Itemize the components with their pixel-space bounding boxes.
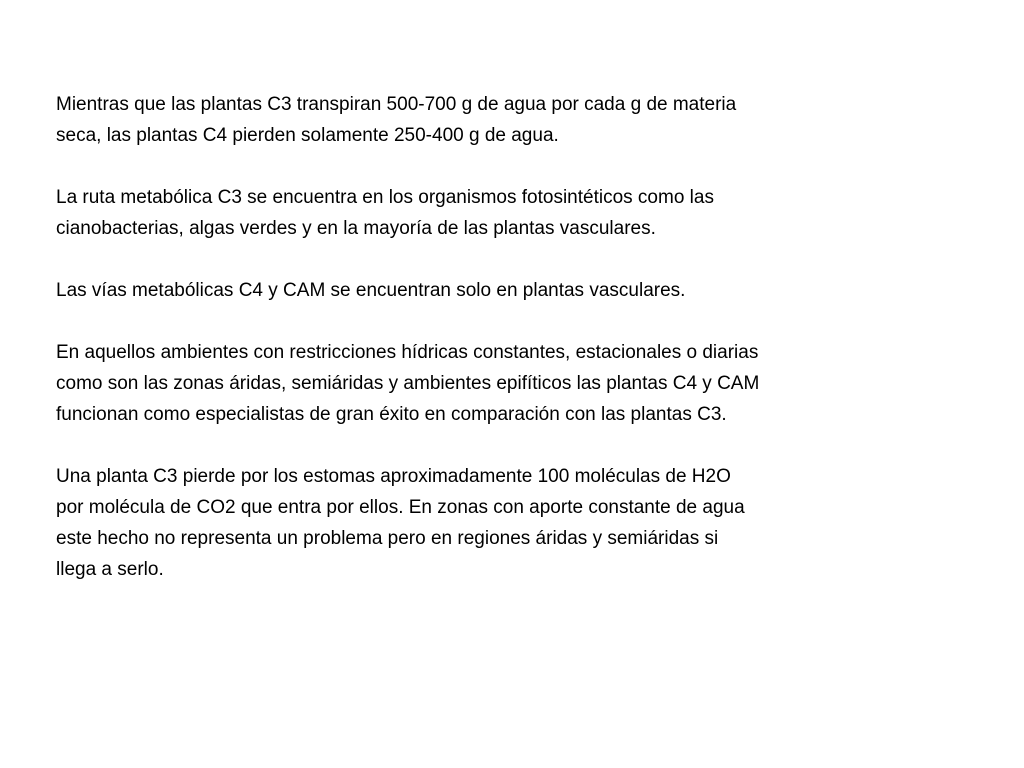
paragraph-arid-environments: [56, 337, 956, 430]
paragraph-c3-pathway: [56, 182, 956, 244]
text-line: como son las zonas áridas, semiáridas y ambientes epifíticos las plantas C4 y CAM: [56, 373, 760, 394]
paragraph-c4-cam-pathways: [56, 275, 956, 306]
text-line: cianobacterias, algas verdes y en la mayoría de las plantas vasculares.: [56, 218, 656, 239]
text-line: En aquellos ambientes con restricciones hídricas constantes, estacionales o diarias: [56, 342, 759, 363]
slide-text-body: [56, 89, 956, 616]
text-line: funcionan como especialistas de gran éxito en comparación con las plantas C3.: [56, 404, 727, 425]
text-line: Mientras que las plantas C3 transpiran 500-700 g de agua por cada g de materia: [56, 94, 737, 115]
text-line: llega a serlo.: [56, 559, 164, 580]
text-line: Una planta C3 pierde por los estomas aproximadamente 100 moléculas de H2O: [56, 466, 731, 487]
paragraph-water-loss: [56, 461, 956, 585]
paragraph-transpiration: [56, 89, 956, 151]
text-line: seca, las plantas C4 pierden solamente 250-400 g de agua.: [56, 125, 559, 146]
text-line: Las vías metabólicas C4 y CAM se encuentran solo en plantas vasculares.: [56, 280, 686, 301]
text-line: La ruta metabólica C3 se encuentra en los organismos fotosintéticos como las: [56, 187, 714, 208]
text-line: por molécula de CO2 que entra por ellos. En zonas con aporte constante de agua: [56, 497, 745, 518]
text-line: este hecho no representa un problema pero en regiones áridas y semiáridas si: [56, 528, 719, 549]
